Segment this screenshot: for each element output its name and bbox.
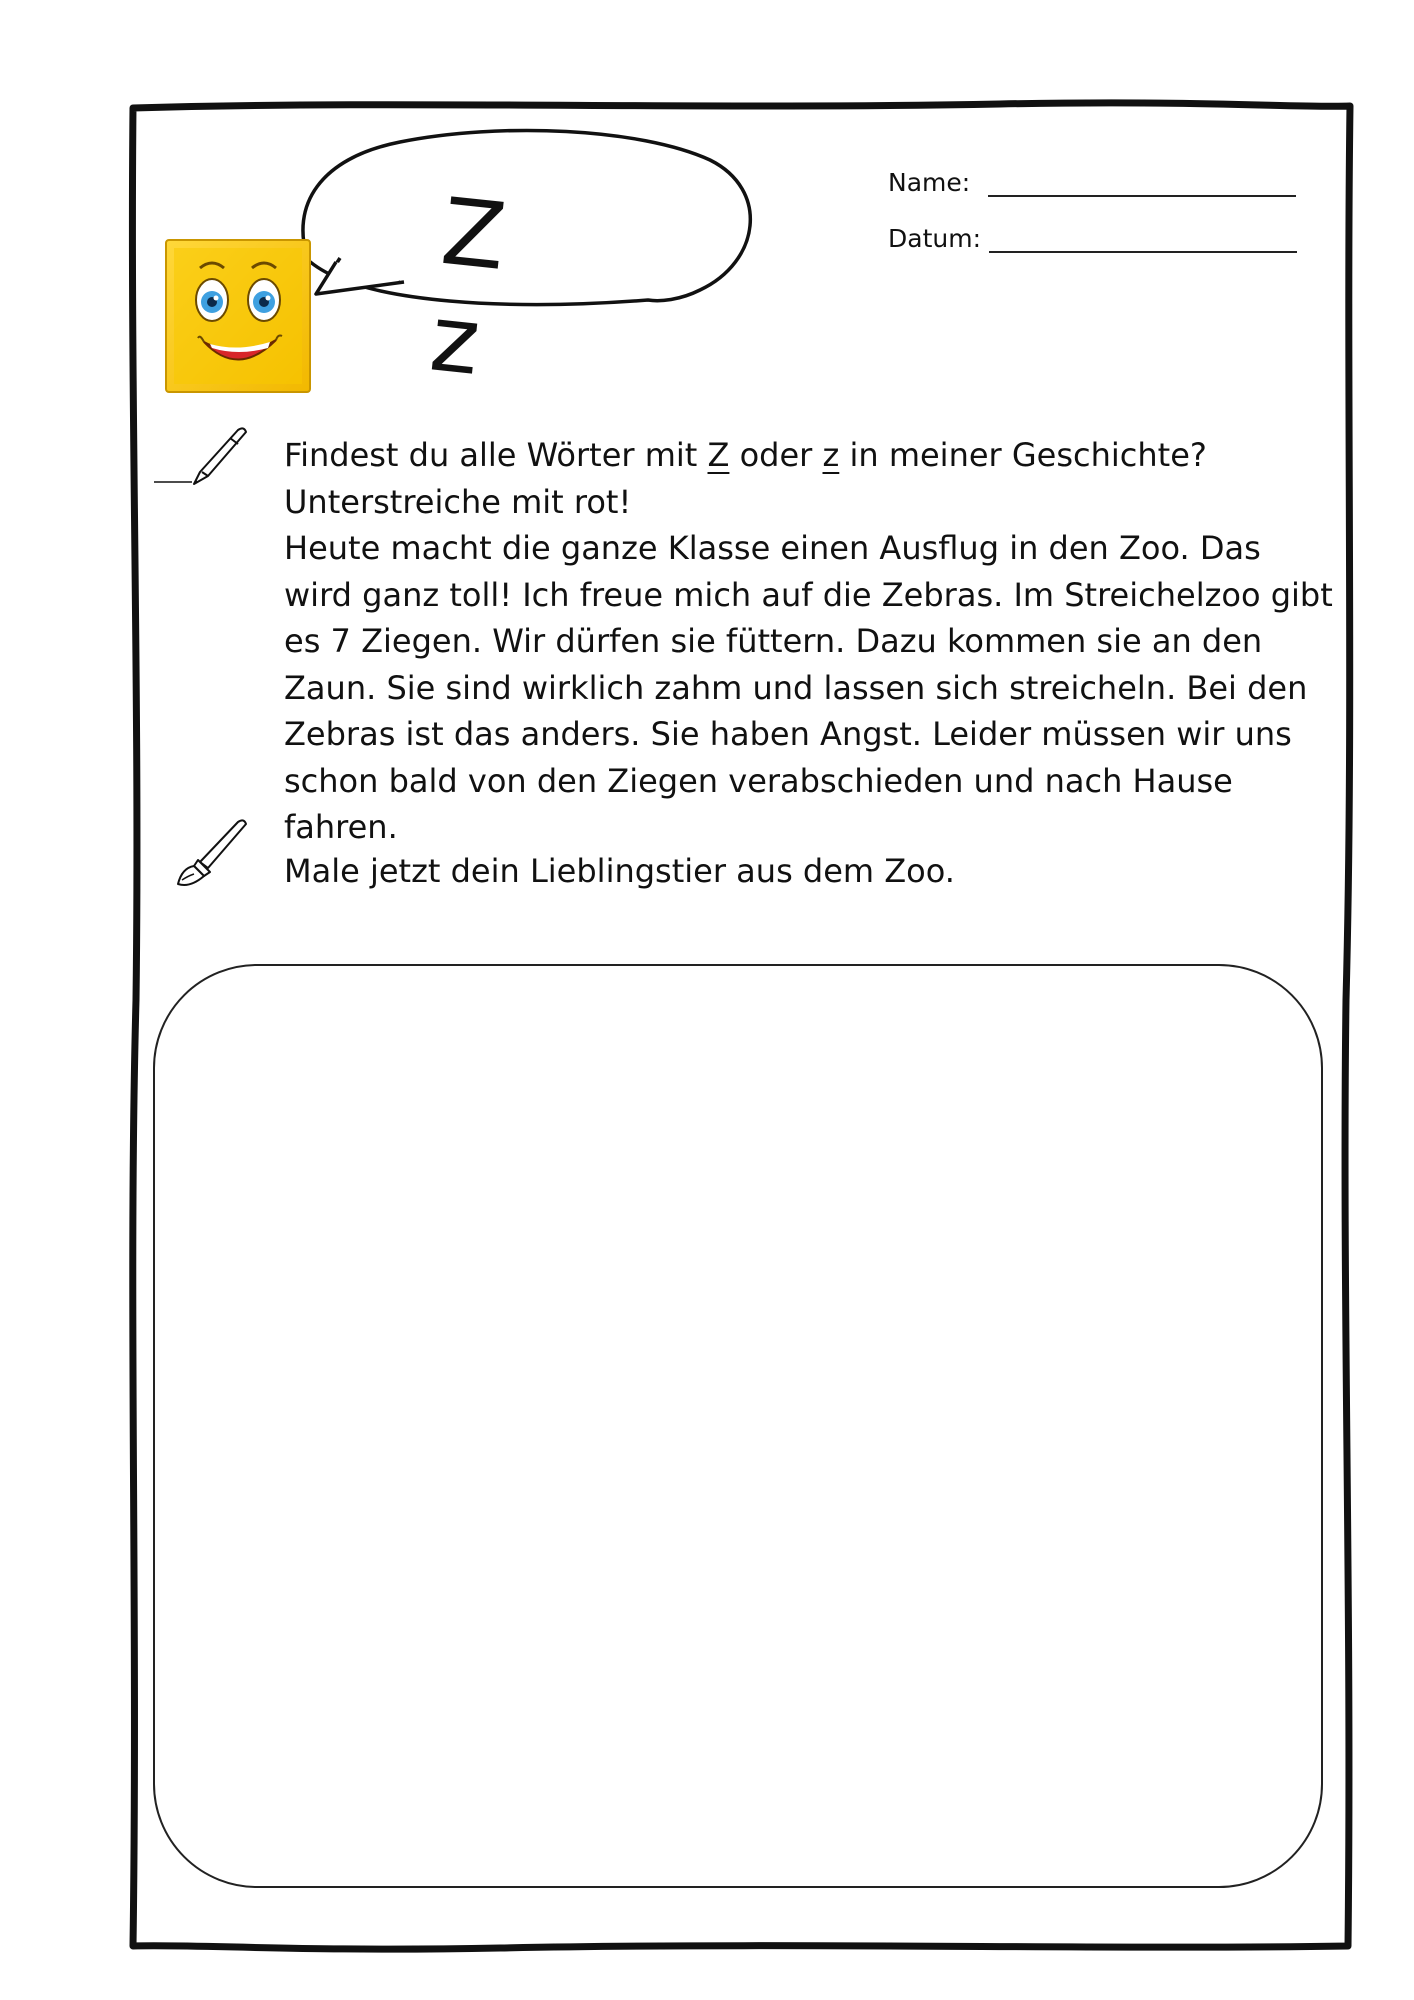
drawing-area[interactable] [153,964,1323,1888]
task-line-2: Unterstreiche mit rot! [284,482,632,521]
task-instructions [284,432,1334,851]
name-field [888,168,1296,197]
smiley-face-icon [164,238,312,394]
paint-instruction: Male jetzt dein Lieblingstier aus dem Zoo. [284,852,955,890]
date-line[interactable] [989,225,1297,253]
bubble-letters: Z z [425,178,525,398]
date-field [888,224,1297,253]
underlined-letter-upper: Z [707,436,730,474]
underlined-letter-lower: z [822,436,840,474]
brush-icon [172,818,248,892]
story-text[interactable]: Heute macht die ganze Klasse einen Ausflug in den Zoo. Das wird ganz toll! Ich freue mich auf die Zebras. Im Streichelzoo gibt es 7 Ziegen. Wir dürfen sie füttern. Dazu kommen sie an den Zaun. Sie sind wirklich zahm und lassen sich streicheln. Bei den Zebras ist das anders. Sie haben Angst. Leider müssen wir uns schon bald von den Ziegen verabschieden und nach Hause fahren. [284,529,1333,846]
pen-icon [150,424,250,490]
name-label: Name: [888,168,971,197]
name-line[interactable] [988,169,1296,197]
date-label: Datum: [888,224,981,253]
task-line-1: Findest du alle Wörter mit Z oder z in meiner Geschichte? [284,436,1207,474]
